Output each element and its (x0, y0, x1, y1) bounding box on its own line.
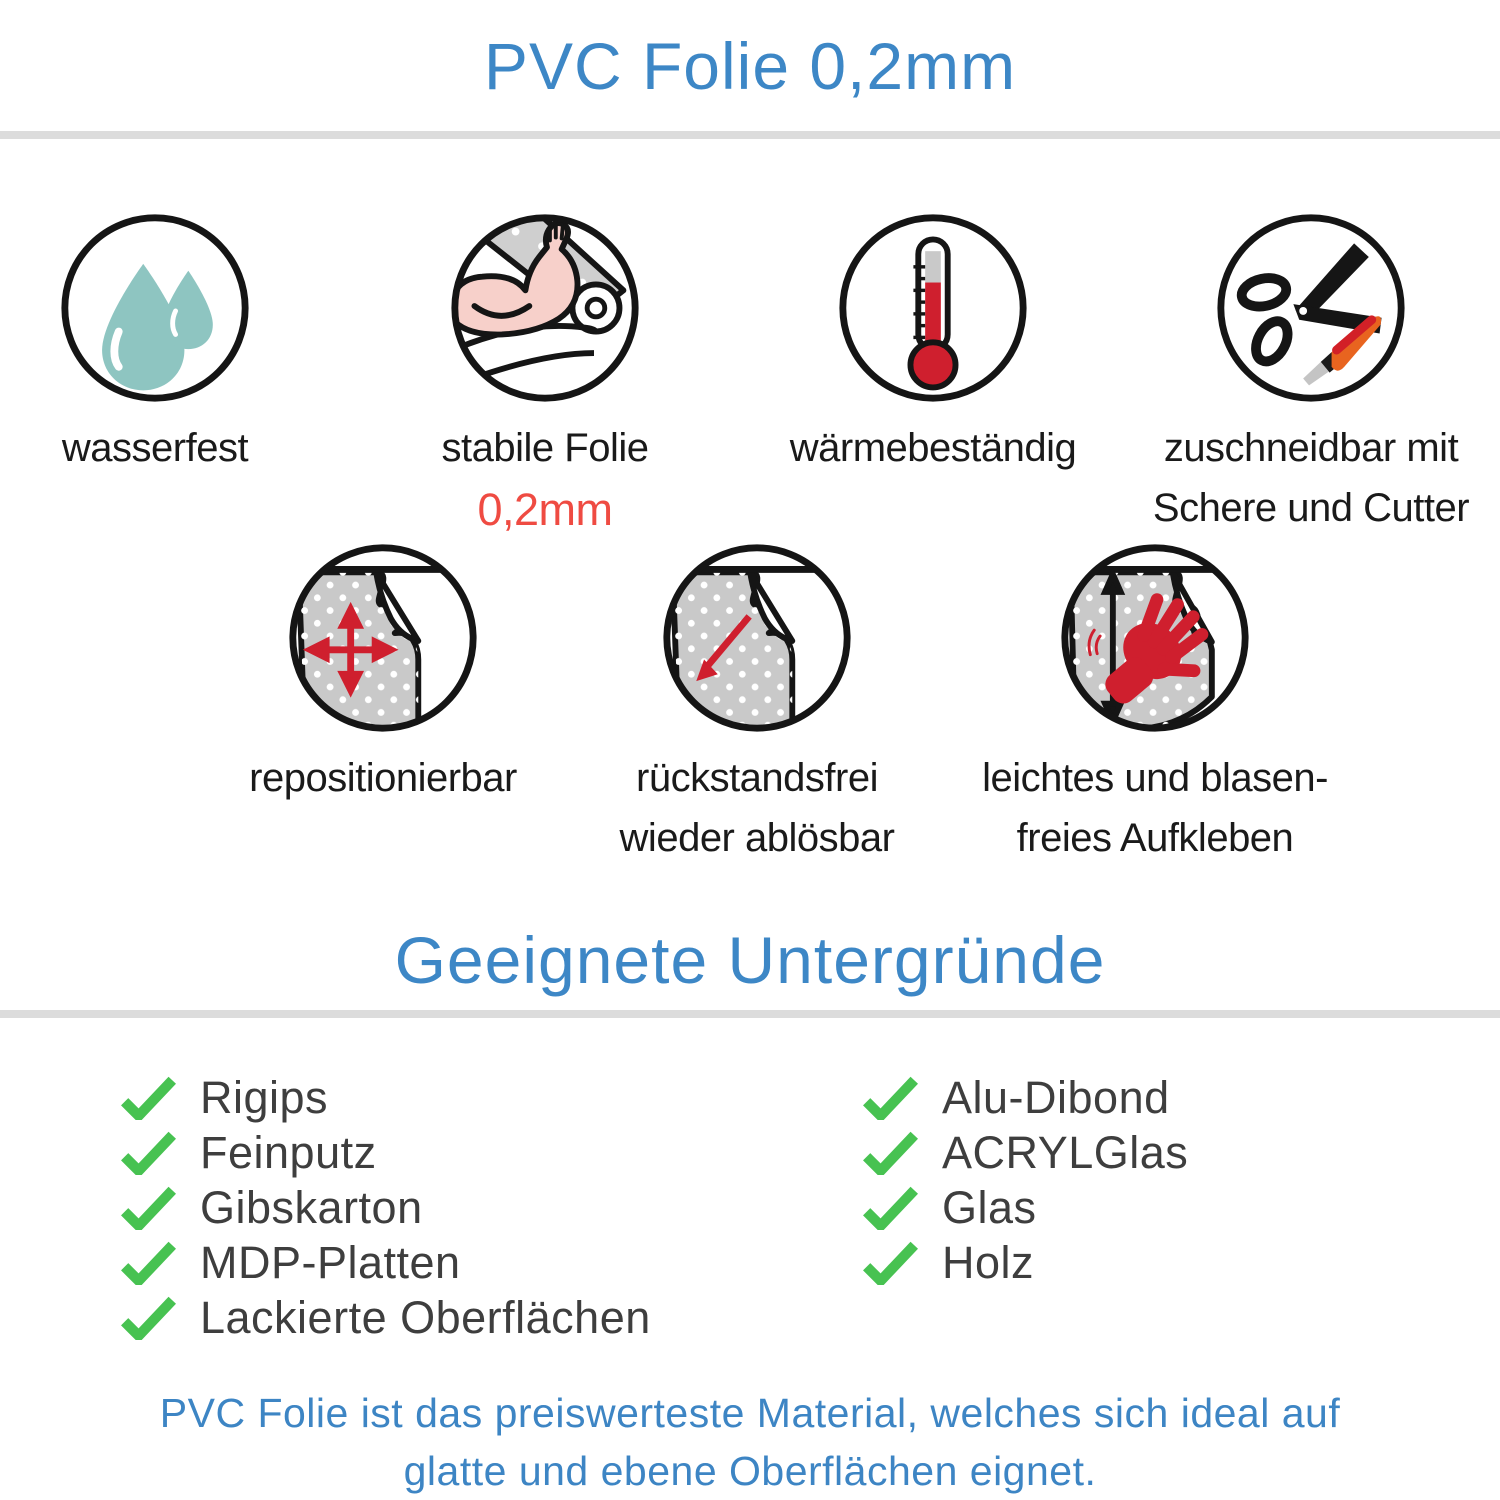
checkmark-icon (862, 1241, 918, 1285)
footer-text-line1: PVC Folie ist das preiswerteste Material, welches sich ideal auf (159, 1390, 1341, 1436)
checklist-item (120, 1182, 423, 1234)
feature-thickness: 0,2mm (477, 484, 613, 535)
checklist-label: Alu-Dibond (942, 1072, 1170, 1123)
checklist-item (120, 1292, 651, 1344)
checklist-label: Gibskarton (200, 1182, 423, 1233)
feature-repositionierbar (193, 540, 573, 808)
checklist-item (120, 1237, 461, 1289)
feature-label-line2: wieder ablösbar (619, 816, 895, 860)
checkmark-icon (120, 1186, 176, 1230)
feature-label-line2: freies Aufkleben (1016, 816, 1294, 860)
feature-label: rückstandsfrei (636, 756, 878, 800)
feature-label-line2: Schere und Cutter (1152, 486, 1470, 530)
divider-middle (0, 1010, 1500, 1018)
checklist-item (120, 1072, 328, 1124)
checkmark-icon (862, 1186, 918, 1230)
page-title: PVC Folie 0,2mm (483, 29, 1017, 103)
feature-label: wasserfest (61, 426, 249, 470)
water-drops-icon (57, 210, 253, 406)
checklist-label: ACRYLGlas (942, 1127, 1189, 1178)
checklist-label: Feinputz (200, 1127, 377, 1178)
feature-stabile-folie (355, 210, 735, 540)
checkmark-icon (862, 1131, 918, 1175)
foil-move-arrows-icon (285, 540, 481, 736)
feature-zuschneidbar (1121, 210, 1500, 538)
checklist-item (862, 1237, 1034, 1289)
checkmark-icon (862, 1076, 918, 1120)
footer-text-line2: glatte und ebene Oberflächen eignet. (403, 1448, 1097, 1494)
feature-aufkleben (965, 540, 1345, 868)
section-title-untergruende: Geeignete Untergründe (394, 923, 1106, 997)
feature-label: zuschneidbar mit (1163, 426, 1459, 470)
thermometer-icon (835, 210, 1031, 406)
checkmark-icon (120, 1076, 176, 1120)
muscle-foil-roll-icon (447, 210, 643, 406)
hand-smooth-foil-icon (1057, 540, 1253, 736)
checkmark-icon (120, 1131, 176, 1175)
scissors-cutter-icon (1213, 210, 1409, 406)
checklist-label: MDP-Platten (200, 1237, 461, 1288)
checklist-item (862, 1127, 1188, 1179)
feature-label: wärmebeständig (789, 426, 1077, 470)
feature-label: stabile Folie (441, 426, 649, 470)
checkmark-icon (120, 1241, 176, 1285)
divider-top (0, 131, 1500, 139)
feature-wasserfest (0, 210, 345, 478)
checkmark-icon (120, 1296, 176, 1340)
checklist-label: Holz (942, 1237, 1035, 1288)
checklist-label: Rigips (200, 1072, 329, 1123)
foil-peel-arrow-icon (659, 540, 855, 736)
checklist-item (862, 1182, 1037, 1234)
checklist-item (862, 1072, 1170, 1124)
feature-label: repositionierbar (249, 756, 517, 800)
feature-label: leichtes und blasen- (982, 756, 1328, 800)
checklist-label: Lackierte Oberflächen (200, 1292, 651, 1343)
feature-waermebestaendig (743, 210, 1123, 478)
feature-rueckstandsfrei (567, 540, 947, 868)
checklist-item (120, 1127, 377, 1179)
checklist-label: Glas (942, 1182, 1037, 1233)
